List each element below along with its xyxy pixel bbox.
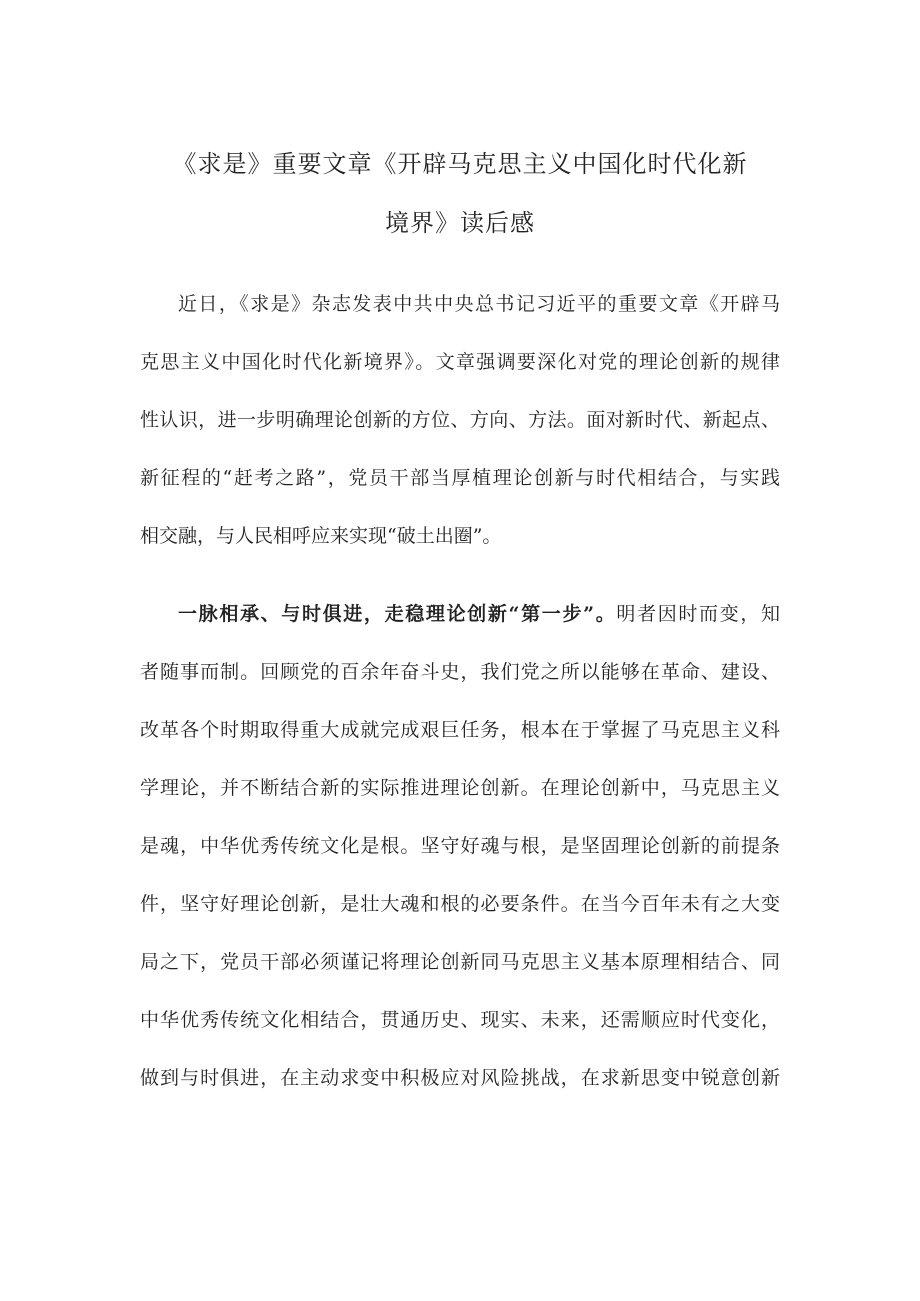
paragraph-2-line-3: 改革各个时期取得重大成就完成艰巨任务，根本在于掌握了马克思主义科 bbox=[140, 719, 780, 741]
paragraph-2-line-9: 做到与时俱进，在主动求变中积极应对风险挑战，在求新思变中锐意创新 bbox=[140, 1067, 780, 1089]
paragraph-2-line-7: 局之下，党员干部必须谨记将理论创新同马克思主义基本原理相结合、同 bbox=[140, 951, 780, 973]
document-title-line-2: 境界》读后感 bbox=[385, 209, 535, 237]
paragraph-2-line-1-rest: 明者因时而变，知 bbox=[616, 603, 780, 625]
paragraph-1-line-4: 新征程的“赶考之路”，党员干部当厚植理论创新与时代相结合，与实践 bbox=[140, 467, 780, 489]
document-title-line-1: 《求是》重要文章《开辟马克思主义中国化时代化新 bbox=[172, 150, 748, 178]
paragraph-1-line-1: 近日，《求是》杂志发表中共中央总书记习近平的重要文章《开辟马 bbox=[178, 293, 780, 315]
paragraph-2-line-5: 是魂，中华优秀传统文化是根。坚守好魂与根，是坚固理论创新的前提条 bbox=[140, 835, 780, 857]
paragraph-1-line-3: 性认识，进一步明确理论创新的方位、方向、方法。面对新时代、新起点、 bbox=[140, 409, 780, 431]
paragraph-1-line-2: 克思主义中国化时代化新境界》。文章强调要深化对党的理论创新的规律 bbox=[140, 351, 780, 373]
paragraph-2-line-2: 者随事而制。回顾党的百余年奋斗史，我们党之所以能够在革命、建设、 bbox=[140, 661, 780, 683]
paragraph-2-line-8: 中华优秀传统文化相结合，贯通历史、现实、未来，还需顺应时代变化， bbox=[140, 1009, 780, 1031]
paragraph-1-line-5: 相交融，与人民相呼应来实现“破土出圈”。 bbox=[140, 525, 502, 547]
paragraph-2-heading: 一脉相承、与时俱进，走稳理论创新“第一步”。 bbox=[178, 603, 617, 625]
paragraph-2-line-4: 学理论，并不断结合新的实际推进理论创新。在理论创新中，马克思主义 bbox=[140, 777, 780, 799]
paragraph-2-line-1 bbox=[178, 600, 780, 628]
paragraph-2-line-6: 件，坚守好理论创新，是壮大魂和根的必要条件。在当今百年未有之大变 bbox=[140, 893, 780, 915]
